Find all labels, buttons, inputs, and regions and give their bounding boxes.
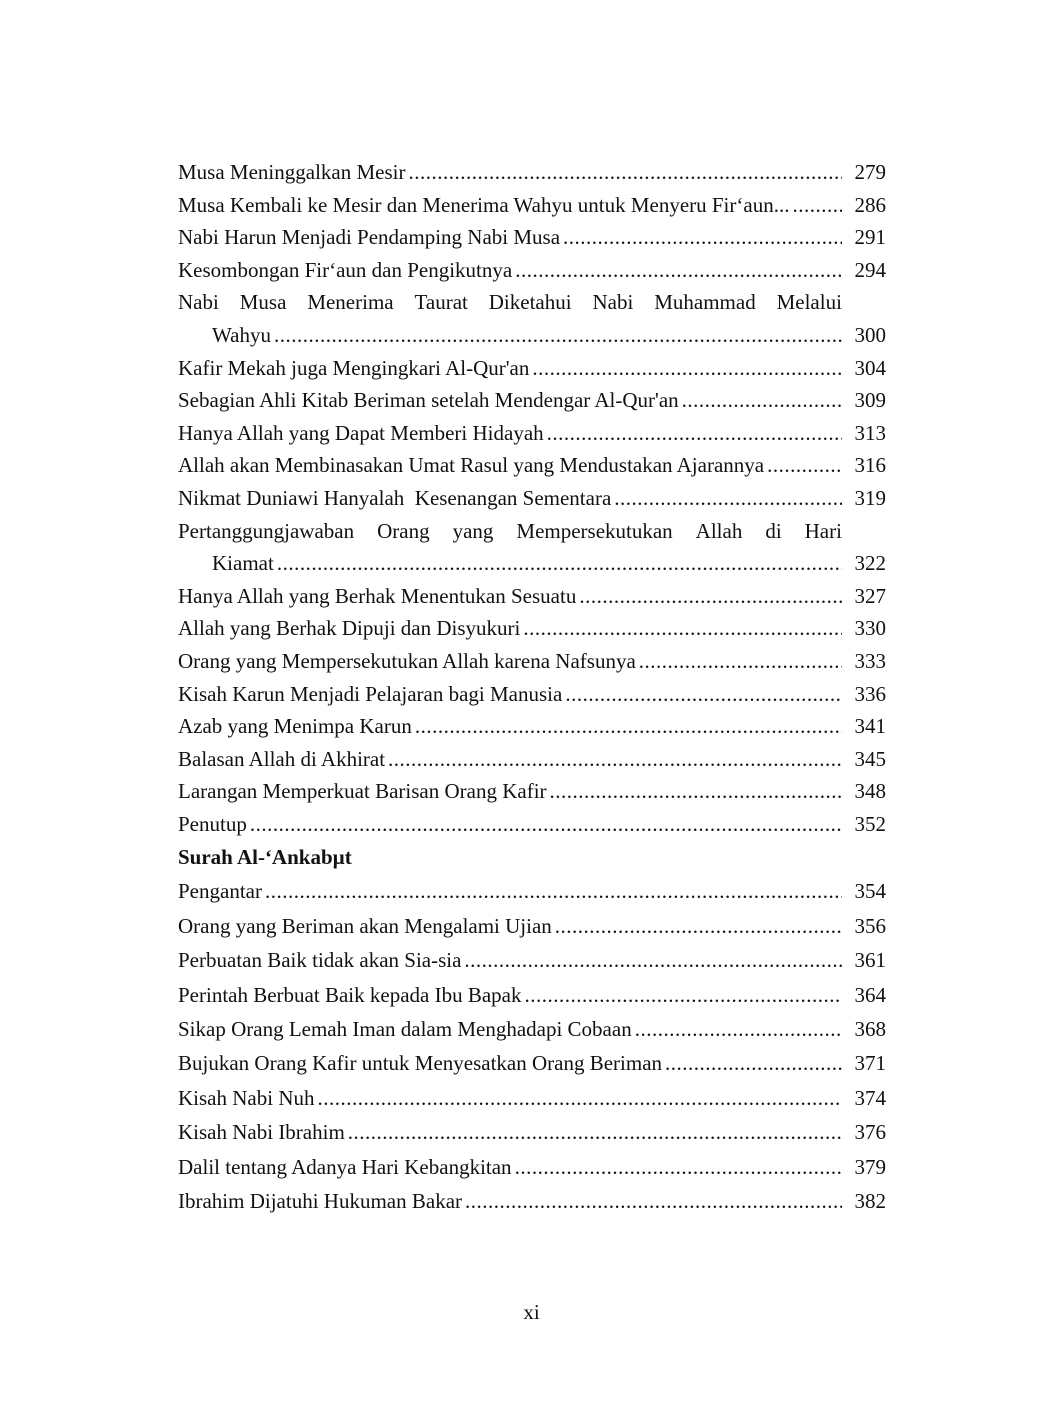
dot-leader [636,645,842,678]
toc-entry-title: Nikmat Duniawi Hanyalah Kesenangan Sementara [178,485,612,510]
toc-entry-title: Orang yang Mempersekutukan Allah karena Nafsunya [178,648,636,673]
toc-entry-title: Allah yang Berhak Dipuji dan Disyukuri [178,616,521,641]
toc-entry-line1 [178,515,886,548]
toc-entry [178,449,886,482]
toc-entry-title-justified [178,515,842,548]
toc-entry-title: Azab yang Menimpa Karun [178,714,412,739]
table-of-contents [178,156,886,1218]
toc-entry-page: 291 [854,225,886,250]
toc-entry [178,775,886,808]
toc-entry-page: 345 [854,746,886,771]
toc-entry-title: Perbuatan Baik tidak akan Sia-sia [178,948,462,973]
dot-leader [247,808,842,841]
title-word: Pertanggungjawaban [178,518,355,543]
dot-leader [512,1150,842,1184]
title-word: Hari [804,518,842,543]
title-word: Orang [377,518,430,543]
toc-entry-page: 313 [854,420,886,445]
title-word: Nabi [592,290,634,315]
toc-entry [178,743,886,776]
dot-leader [611,482,842,515]
toc-entry [178,221,886,254]
toc-entry-title: Larangan Memperkuat Barisan Orang Kafir [178,779,547,804]
toc-entry-title: Hanya Allah yang Berhak Menentukan Sesuatu [178,583,577,608]
toc-entry-page: 309 [854,388,886,413]
title-word: Diketahui [488,290,572,315]
toc-entry-page: 382 [854,1188,886,1213]
toc-entry [178,482,886,515]
toc-entry [178,1150,886,1184]
toc-entry-page: 333 [854,648,886,673]
toc-entry [178,352,886,385]
toc-entry-title: Perintah Berbuat Baik kepada Ibu Bapak [178,982,522,1007]
toc-entry [178,156,886,189]
toc-entry [178,978,886,1012]
section-heading-text: Surah Al-‘Ankabµt [178,845,352,870]
toc-entry [178,417,886,450]
toc-group-b [178,352,886,515]
toc-entry-page: 354 [854,879,886,904]
toc-entry [178,1184,886,1218]
dot-leader [632,1012,842,1046]
toc-entry-title: Dalil tentang Adanya Hari Kebangkitan [178,1154,512,1179]
toc-entry-page: 361 [854,948,886,973]
toc-entry-line1 [178,286,886,319]
toc-entry [178,943,886,977]
toc-entry-title: Kafir Mekah juga Mengingkari Al-Qur'an [178,355,530,380]
toc-entry [178,254,886,287]
toc-entry [178,1046,886,1080]
toc-entry-wrapped [178,286,886,351]
toc-entry [178,1012,886,1046]
dot-leader [789,189,842,222]
title-word: Nabi [178,290,219,315]
toc-entry [178,384,886,417]
toc-entry-title: Nabi Harun Menjadi Pendamping Nabi Musa [178,225,561,250]
section-heading [178,840,886,874]
dot-leader [512,254,842,287]
dot-leader [560,221,842,254]
dot-leader [271,319,842,352]
toc-entry-title: Ibrahim Dijatuhi Hukuman Bakar [178,1188,463,1213]
dot-leader [385,743,842,776]
title-word: yang [452,518,494,543]
toc-entry-page: 316 [854,453,886,478]
dot-leader [521,978,842,1012]
toc-entry-page: 374 [854,1085,886,1110]
toc-group-a [178,156,886,286]
dot-leader [552,909,842,943]
toc-entry [178,645,886,678]
title-word: Allah [695,518,743,543]
toc-entry-page: 322 [854,551,886,576]
dot-leader [274,547,842,580]
dot-leader [764,449,842,482]
toc-entry [178,612,886,645]
toc-entry [178,580,886,613]
title-word: Menerima [307,290,394,315]
toc-entry-title: Sebagian Ahli Kitab Beriman setelah Mendengar Al-Qur'an [178,388,679,413]
toc-entry-title: Bujukan Orang Kafir untuk Menyesatkan Orang Beriman [178,1051,663,1076]
toc-entry-page: 279 [854,160,886,184]
dot-leader [461,943,842,977]
toc-group-d [178,874,886,1218]
toc-entry-line2 [178,319,886,352]
toc-entry-title: Kisah Nabi Ibrahim [178,1120,345,1145]
toc-entry [178,189,886,222]
title-word: Muhammad [654,290,756,315]
toc-entry-title-justified [178,286,842,319]
title-word: Melalui [776,290,842,315]
toc-entry-title: Balasan Allah di Akhirat [178,746,386,771]
toc-entry-title: Kisah Karun Menjadi Pelajaran bagi Manusia [178,681,563,706]
toc-entry [178,1115,886,1149]
toc-entry [178,909,886,943]
toc-entry-page: 376 [854,1120,886,1145]
toc-entry-title: Orang yang Beriman akan Mengalami Ujian [178,913,552,938]
toc-entry-page: 364 [854,982,886,1007]
toc-entry-page: 286 [854,192,886,217]
dot-leader [529,352,842,385]
toc-entry-line2 [178,547,886,580]
toc-entry-title: Kesombongan Fir‘aun dan Pengikutnya [178,257,513,282]
toc-entry-title: Musa Kembali ke Mesir dan Menerima Wahyu untuk Menyeru Fir‘aun... [178,192,790,217]
toc-entry-title: Sikap Orang Lemah Iman dalam Menghadapi Cobaan [178,1017,632,1042]
toc-entry [178,710,886,743]
toc-entry-page: 371 [854,1051,886,1076]
toc-entry [178,874,886,908]
dot-leader [679,384,842,417]
toc-entry-page: 356 [854,913,886,938]
dot-leader [562,678,842,711]
dot-leader [544,417,842,450]
dot-leader [662,1046,842,1080]
dot-leader [345,1115,842,1149]
title-word: Musa [239,290,287,315]
dot-leader [314,1081,842,1115]
toc-entry-page: 304 [854,355,886,380]
toc-entry-page: 300 [854,322,886,347]
toc-entry-title: Hanya Allah yang Dapat Memberi Hidayah [178,420,544,445]
toc-entry [178,1081,886,1115]
dot-leader [520,612,842,645]
toc-entry-title: Musa Meninggalkan Mesir [178,160,406,184]
toc-entry-wrapped [178,515,886,580]
toc-entry-title: Wahyu [212,322,271,347]
toc-entry-page: 341 [854,714,886,739]
toc-entry-title: Kisah Nabi Nuh [178,1085,315,1110]
toc-entry-page: 368 [854,1017,886,1042]
toc-entry-page: 294 [854,257,886,282]
toc-entry [178,808,886,841]
toc-entry-page: 336 [854,681,886,706]
toc-entry-page: 348 [854,779,886,804]
toc-group-c [178,580,886,841]
dot-leader [262,874,842,908]
toc-entry-title: Kiamat [212,551,274,576]
toc-entry-title: Allah akan Membinasakan Umat Rasul yang Mendustakan Ajarannya [178,453,765,478]
toc-entry-page: 352 [854,811,886,836]
toc-entry [178,678,886,711]
toc-entry-page: 327 [854,583,886,608]
dot-leader [405,156,842,189]
toc-entry-title: Penutup [178,811,247,836]
title-word: Mempersekutukan [516,518,673,543]
title-word: di [765,518,782,543]
dot-leader [547,775,842,808]
toc-entry-title: Pengantar [178,879,262,904]
dot-leader [462,1184,842,1218]
toc-entry-page: 319 [854,485,886,510]
toc-entry-page: 379 [854,1154,886,1179]
page-number: xi [523,1300,540,1324]
dot-leader [576,580,842,613]
toc-entry-page: 330 [854,616,886,641]
dot-leader [412,710,842,743]
title-word: Taurat [414,290,468,315]
